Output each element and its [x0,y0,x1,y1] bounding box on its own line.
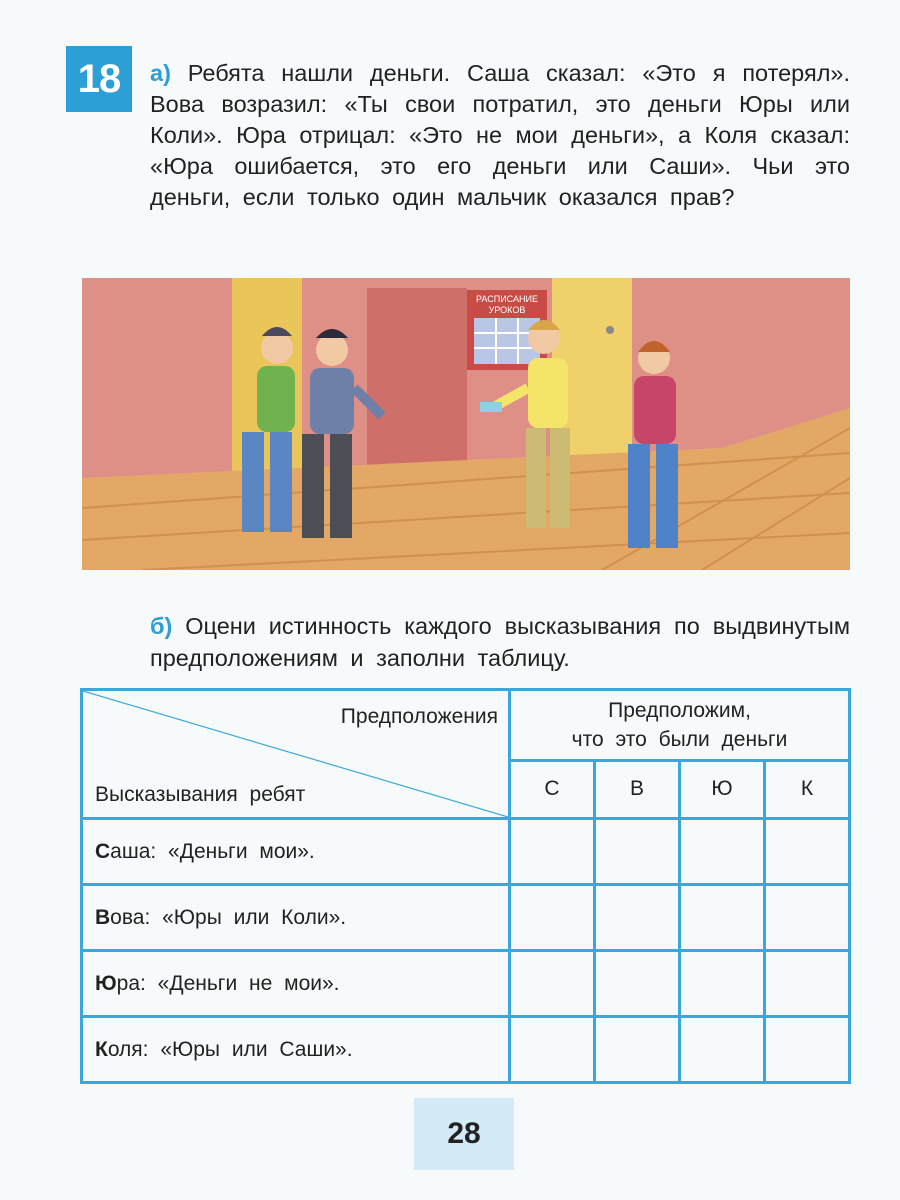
corner-label-assumptions: Предположения [340,705,498,728]
answer-cell[interactable] [595,951,680,1017]
table-row [82,951,850,1017]
part-a-text: Ребята нашли деньги. Саша сказал: «Это я потерял». Вова возразил: «Ты свои потратил, это деньги Юры или Коли». Юра отрицал: «Это не мои деньги», а Коля сказал: «Юра ошибается, это его деньги или Саши». Чьи это деньги, если только один мальчик оказался прав? [150,60,851,210]
column-header-k: К [765,760,850,818]
answer-cell[interactable] [680,819,765,885]
truth-table [80,688,851,1084]
task-number-badge: 18 [66,46,132,112]
answer-cell[interactable] [765,951,850,1017]
table-corner-cell [82,690,510,819]
answer-cell[interactable] [510,951,595,1017]
part-a-marker: а) [150,60,171,86]
statement-text: аша: «Деньги мои». [110,839,315,863]
statement-text: ра: «Деньги не мои». [116,971,340,995]
part-b-text: Оцени истинность каждого высказывания по выдвинутым предположениям и заполни таблицу. [150,613,850,671]
illustration-school-corridor [82,278,850,570]
assumption-header-line2: что это были деньги [571,727,788,751]
banknote [480,402,502,412]
statement-initial: К [95,1037,108,1061]
assumption-header-line1: Предположим, [608,698,751,722]
column-header-yu: Ю [680,760,765,818]
answer-cell[interactable] [595,819,680,885]
statement-kolya [82,1017,510,1083]
answer-cell[interactable] [765,1017,850,1083]
statement-yura [82,951,510,1017]
corner-label-statements: Высказывания ребят [95,783,306,806]
task-b-text-block [150,610,850,674]
board-title-line1: РАСПИСАНИЕ [476,294,538,304]
statement-text: оля: «Юры или Саши». [107,1037,353,1061]
table-row [82,1017,850,1083]
board-title-line2: УРОКОВ [488,305,526,315]
answer-cell[interactable] [680,885,765,951]
answer-cell[interactable] [510,885,595,951]
column-header-s: С [510,760,595,818]
answer-cell[interactable] [765,885,850,951]
answer-cell[interactable] [595,885,680,951]
page-number: 28 [414,1098,514,1170]
statement-initial: В [95,905,111,929]
column-header-v: В [595,760,680,818]
task-a-text-block [150,58,850,213]
answer-cell[interactable] [595,1017,680,1083]
statement-text: ова: «Юры или Коли». [110,905,347,929]
table-row [82,885,850,951]
door-middle [367,288,467,478]
statement-initial: Ю [95,971,117,995]
answer-cell[interactable] [510,1017,595,1083]
assumption-header [510,690,850,761]
answer-cell[interactable] [680,951,765,1017]
statement-initial: С [95,839,111,863]
answer-cell[interactable] [680,1017,765,1083]
table-row [82,819,850,885]
answer-cell[interactable] [510,819,595,885]
part-b-marker: б) [150,613,173,639]
statement-sasha [82,819,510,885]
answer-cell[interactable] [765,819,850,885]
statement-vova [82,885,510,951]
